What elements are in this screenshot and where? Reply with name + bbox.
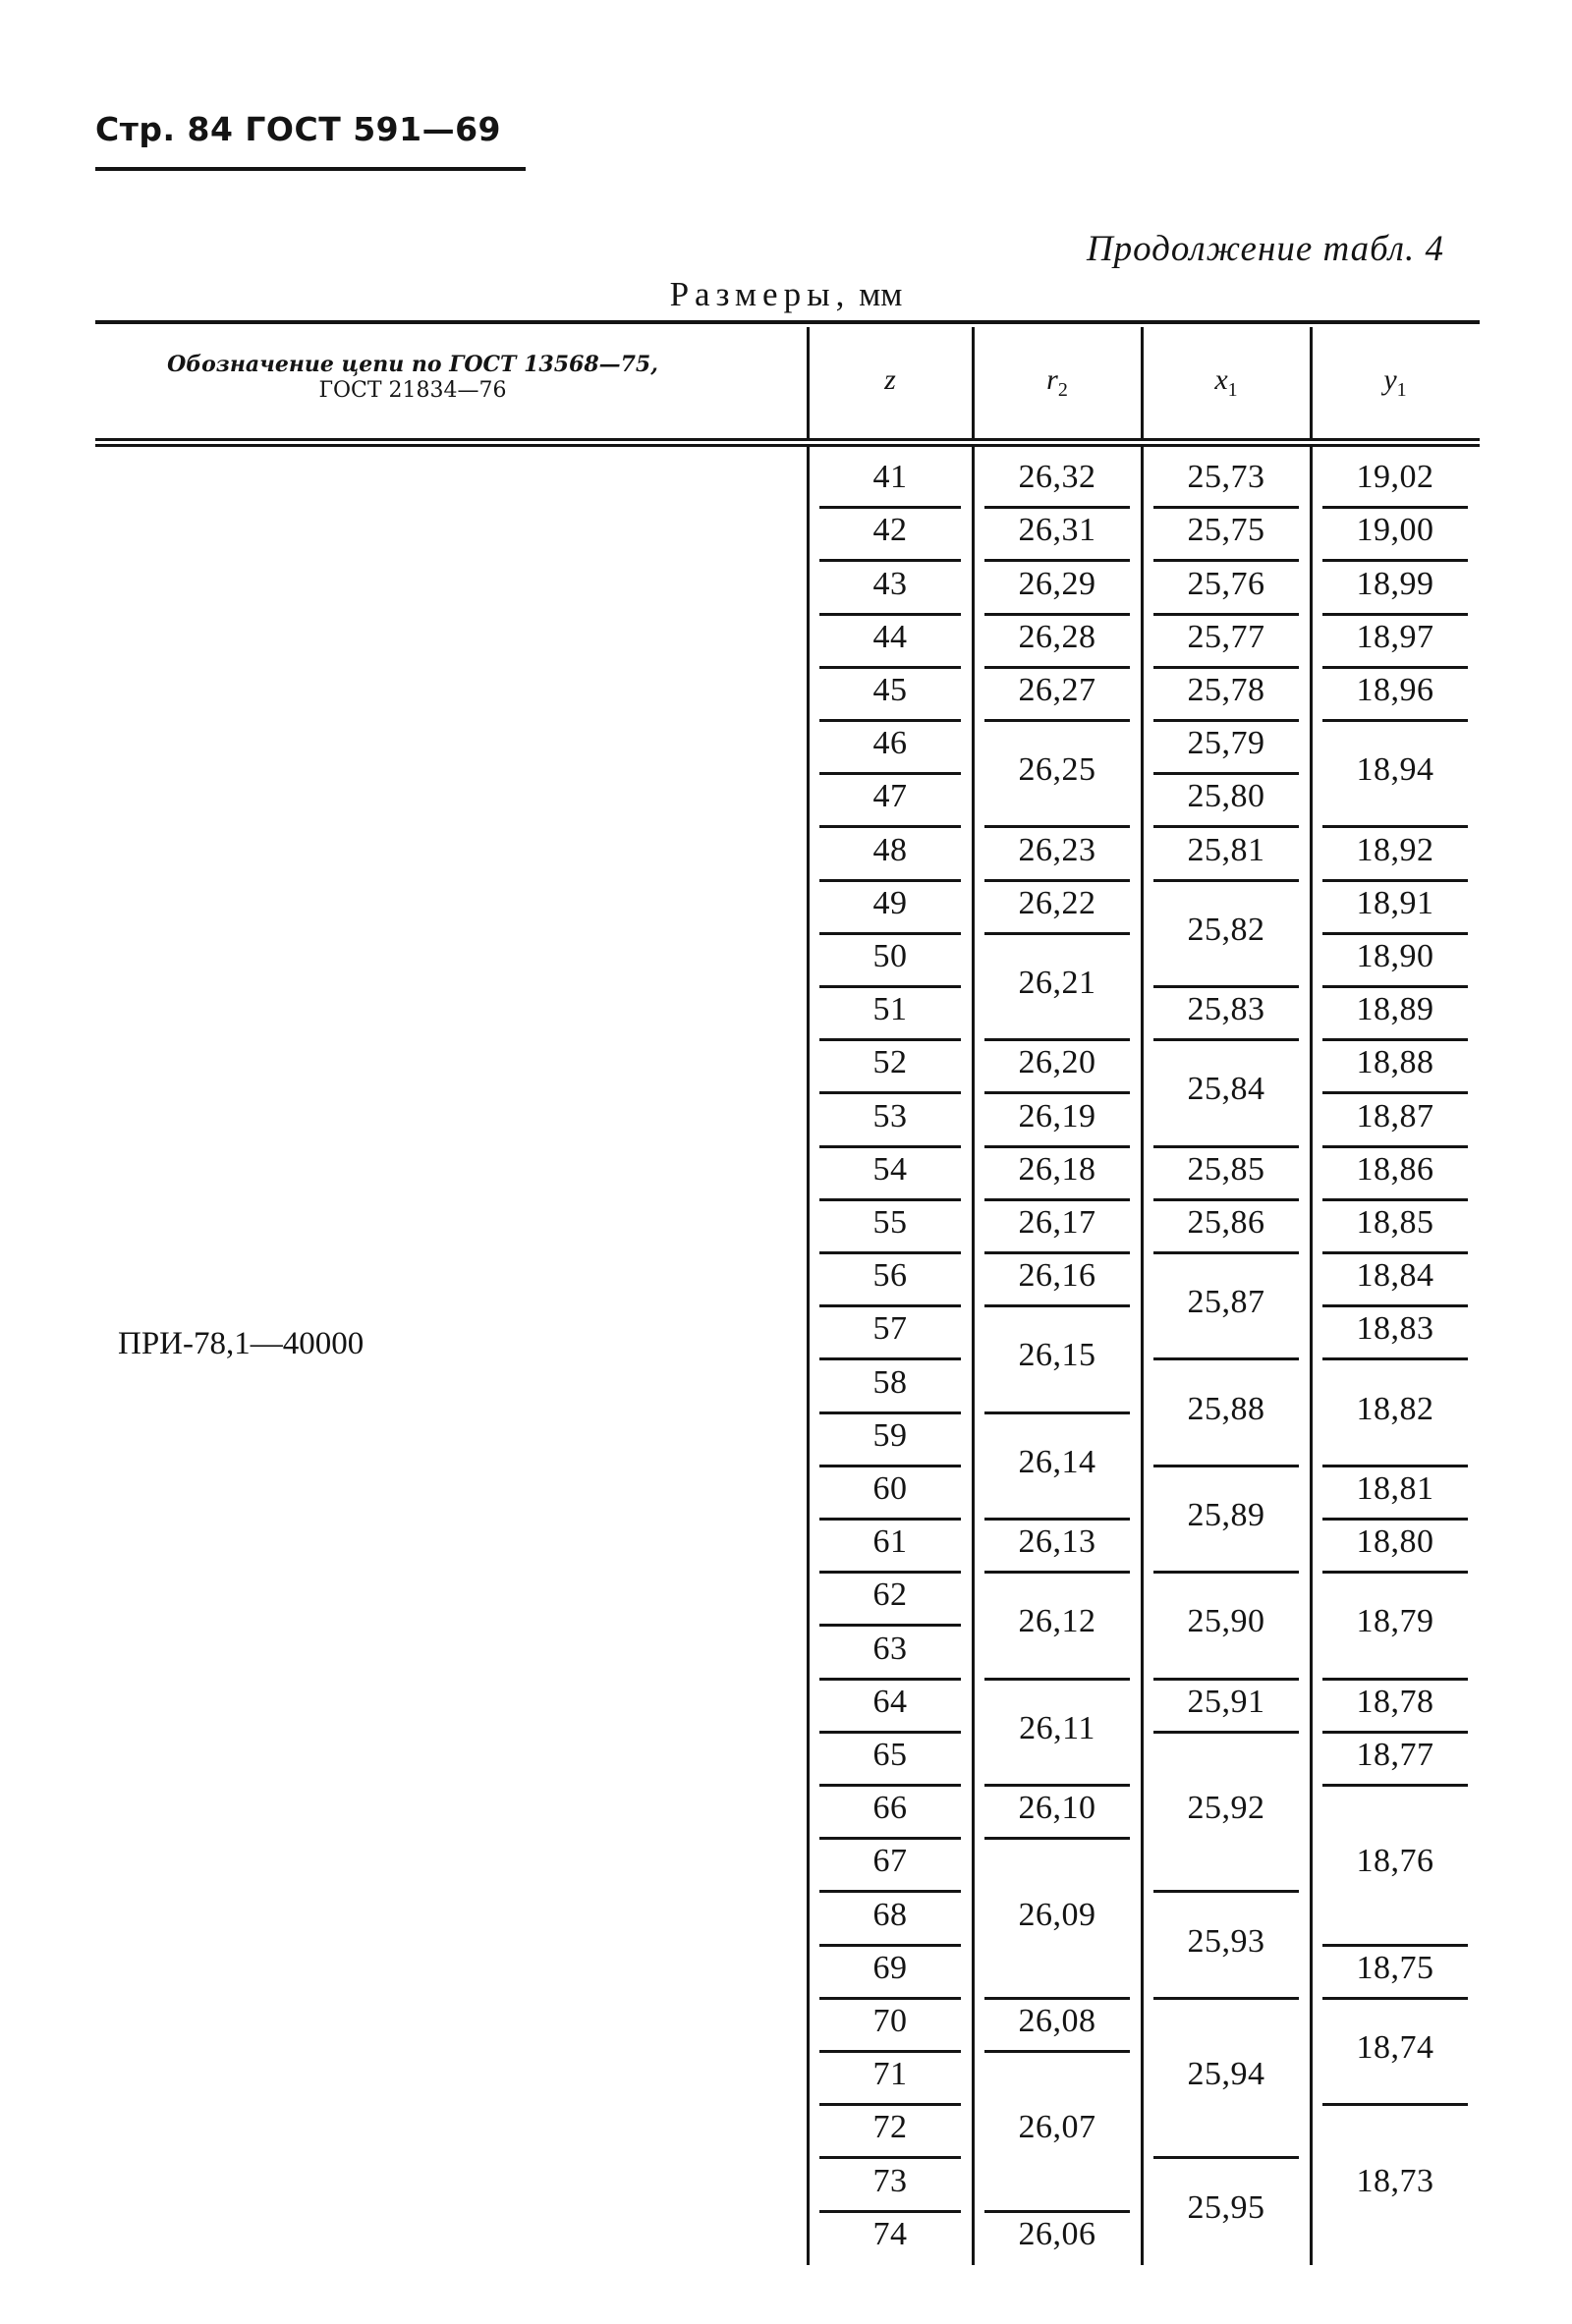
cell-z: 70 bbox=[872, 2002, 908, 2039]
cell-r2: 26,14 bbox=[1018, 1443, 1096, 1480]
cell-r2: 26,25 bbox=[1018, 751, 1096, 789]
row-rule-z bbox=[819, 2210, 961, 2213]
cell-x1: 25,76 bbox=[1187, 565, 1265, 602]
row-rule-r2 bbox=[984, 1091, 1130, 1094]
cell-z: 53 bbox=[872, 1097, 908, 1134]
cell-z: 43 bbox=[872, 565, 908, 602]
row-rule-y1 bbox=[1322, 506, 1468, 509]
row-rule-x1 bbox=[1153, 719, 1299, 722]
cell-r2: 26,09 bbox=[1018, 1896, 1096, 1933]
table-continuation-label: Продолжение табл. 4 bbox=[1086, 229, 1444, 269]
row-rule-r2 bbox=[984, 1678, 1130, 1681]
cell-y1: 18,85 bbox=[1356, 1203, 1434, 1241]
units-caption bbox=[0, 275, 1572, 314]
cell-y1: 18,94 bbox=[1356, 751, 1434, 789]
cell-y1: 18,82 bbox=[1356, 1390, 1434, 1427]
header-r2 bbox=[973, 363, 1142, 402]
cell-r2: 26,12 bbox=[1018, 1603, 1096, 1640]
header-r2-sub: 2 bbox=[1057, 379, 1068, 401]
header-designation-line2: ГОСТ 21834—76 bbox=[318, 378, 507, 403]
cell-y1: 19,02 bbox=[1356, 459, 1434, 496]
cell-x1: 25,79 bbox=[1187, 725, 1265, 762]
row-rule-y1 bbox=[1322, 879, 1468, 882]
row-rule-x1 bbox=[1153, 1731, 1299, 1734]
row-rule-r2 bbox=[984, 1837, 1130, 1840]
row-rule-y1 bbox=[1322, 1518, 1468, 1521]
cell-r2: 26,15 bbox=[1018, 1337, 1096, 1374]
cell-z: 59 bbox=[872, 1416, 908, 1454]
row-rule-y1 bbox=[1322, 1091, 1468, 1094]
cell-r2: 26,22 bbox=[1018, 884, 1096, 921]
row-rule-x1 bbox=[1153, 1038, 1299, 1041]
cell-y1: 18,73 bbox=[1356, 2162, 1434, 2199]
cell-y1: 18,80 bbox=[1356, 1523, 1434, 1561]
row-rule-r2 bbox=[984, 1784, 1130, 1787]
row-rule-x1 bbox=[1153, 506, 1299, 509]
cell-x1: 25,77 bbox=[1187, 618, 1265, 655]
cell-z: 51 bbox=[872, 991, 908, 1028]
cell-x1: 25,84 bbox=[1187, 1071, 1265, 1108]
row-rule-z bbox=[819, 1465, 961, 1467]
cell-z: 64 bbox=[872, 1683, 908, 1720]
row-rule-x1 bbox=[1153, 559, 1299, 562]
cell-z: 58 bbox=[872, 1363, 908, 1401]
row-rule-z bbox=[819, 1251, 961, 1254]
cell-r2: 26,32 bbox=[1018, 459, 1096, 496]
row-rule-r2 bbox=[984, 1038, 1130, 1041]
row-rule-y1 bbox=[1322, 613, 1468, 616]
cell-z: 42 bbox=[872, 512, 908, 549]
cell-r2: 26,10 bbox=[1018, 1790, 1096, 1827]
cell-z: 69 bbox=[872, 1949, 908, 1986]
cell-z: 52 bbox=[872, 1044, 908, 1081]
header-y1-label: y bbox=[1383, 363, 1397, 396]
row-rule-x1 bbox=[1153, 879, 1299, 882]
row-rule-y1 bbox=[1322, 719, 1468, 722]
cell-z: 47 bbox=[872, 778, 908, 815]
row-rule-r2 bbox=[984, 666, 1130, 669]
cell-r2: 26,21 bbox=[1018, 965, 1096, 1001]
cell-z: 73 bbox=[872, 2162, 908, 2199]
cell-y1: 19,00 bbox=[1356, 512, 1434, 549]
cell-x1: 25,94 bbox=[1187, 2056, 1265, 2093]
cell-x1: 25,88 bbox=[1187, 1390, 1265, 1427]
row-rule-z bbox=[819, 985, 961, 988]
cell-x1: 25,83 bbox=[1187, 991, 1265, 1028]
cell-r2: 26,06 bbox=[1018, 2215, 1096, 2252]
cell-r2: 26,11 bbox=[1019, 1709, 1095, 1746]
cell-x1: 25,85 bbox=[1187, 1150, 1265, 1188]
row-rule-z bbox=[819, 1837, 961, 1840]
row-rule-y1 bbox=[1322, 1997, 1468, 2000]
row-rule-z bbox=[819, 613, 961, 616]
cell-x1: 25,93 bbox=[1187, 1922, 1265, 1960]
row-rule-y1 bbox=[1322, 2103, 1468, 2106]
cell-z: 68 bbox=[872, 1896, 908, 1933]
row-rule-x1 bbox=[1153, 1890, 1299, 1893]
row-rule-r2 bbox=[984, 1198, 1130, 1201]
row-rule-r2 bbox=[984, 2210, 1130, 2213]
cell-x1: 25,80 bbox=[1187, 778, 1265, 815]
row-rule-r2 bbox=[984, 1411, 1130, 1414]
row-rule-y1 bbox=[1322, 1038, 1468, 1041]
row-rule-y1 bbox=[1322, 1357, 1468, 1360]
cell-z: 44 bbox=[872, 618, 908, 655]
row-rule-y1 bbox=[1322, 1145, 1468, 1148]
header-y1-sub: 1 bbox=[1396, 379, 1407, 401]
cell-z: 48 bbox=[872, 831, 908, 868]
cell-z: 57 bbox=[872, 1310, 908, 1348]
row-rule-z bbox=[819, 1890, 961, 1893]
cell-x1: 25,87 bbox=[1187, 1284, 1265, 1321]
cell-y1: 18,75 bbox=[1356, 1949, 1434, 1986]
cell-x1: 25,73 bbox=[1187, 459, 1265, 496]
row-rule-z bbox=[819, 2050, 961, 2053]
row-rule-z bbox=[819, 932, 961, 935]
header-x1 bbox=[1142, 363, 1311, 402]
row-rule-z bbox=[819, 719, 961, 722]
cell-y1: 18,96 bbox=[1356, 671, 1434, 708]
row-rule-r2 bbox=[984, 1251, 1130, 1254]
row-rule-r2 bbox=[984, 506, 1130, 509]
column-rule-header bbox=[972, 327, 975, 438]
row-rule-x1 bbox=[1153, 1198, 1299, 1201]
row-rule-r2 bbox=[984, 613, 1130, 616]
column-rule bbox=[807, 447, 810, 2265]
column-rule-header bbox=[1310, 327, 1313, 438]
row-rule-z bbox=[819, 825, 961, 828]
cell-y1: 18,87 bbox=[1356, 1097, 1434, 1134]
cell-r2: 26,17 bbox=[1018, 1203, 1096, 1241]
row-rule-r2 bbox=[984, 1997, 1130, 2000]
row-rule-z bbox=[819, 1145, 961, 1148]
column-rule-header bbox=[1141, 327, 1144, 438]
row-rule-y1 bbox=[1322, 559, 1468, 562]
row-rule-z bbox=[819, 1784, 961, 1787]
cell-r2: 26,31 bbox=[1018, 512, 1096, 549]
cell-z: 45 bbox=[872, 671, 908, 708]
row-rule-z bbox=[819, 1304, 961, 1307]
cell-z: 72 bbox=[872, 2109, 908, 2146]
cell-x1: 25,90 bbox=[1187, 1603, 1265, 1640]
page-header-rule bbox=[95, 167, 526, 171]
cell-y1: 18,74 bbox=[1356, 2029, 1434, 2066]
row-rule-y1 bbox=[1322, 1304, 1468, 1307]
cell-y1: 18,86 bbox=[1356, 1150, 1434, 1188]
cell-y1: 18,88 bbox=[1356, 1044, 1434, 1081]
cell-z: 55 bbox=[872, 1203, 908, 1241]
cell-y1: 18,90 bbox=[1356, 937, 1434, 974]
cell-x1: 25,89 bbox=[1187, 1497, 1265, 1533]
table-top-rule bbox=[95, 320, 1480, 324]
cell-z: 71 bbox=[872, 2056, 908, 2093]
row-rule-y1 bbox=[1322, 1251, 1468, 1254]
row-rule-y1 bbox=[1322, 1944, 1468, 1947]
header-x1-sub: 1 bbox=[1227, 379, 1238, 401]
row-rule-r2 bbox=[984, 2050, 1130, 2053]
row-rule-z bbox=[819, 1357, 961, 1360]
cell-r2: 26,13 bbox=[1018, 1523, 1096, 1561]
column-rule bbox=[1310, 447, 1313, 2265]
cell-z: 46 bbox=[872, 725, 908, 762]
cell-x1: 25,75 bbox=[1187, 512, 1265, 549]
cell-r2: 26,07 bbox=[1018, 2109, 1096, 2146]
header-double-rule bbox=[95, 438, 1480, 447]
row-rule-y1 bbox=[1322, 1198, 1468, 1201]
row-rule-y1 bbox=[1322, 825, 1468, 828]
row-rule-x1 bbox=[1153, 613, 1299, 616]
row-rule-y1 bbox=[1322, 932, 1468, 935]
row-rule-x1 bbox=[1153, 1251, 1299, 1254]
cell-y1: 18,76 bbox=[1356, 1843, 1434, 1880]
cell-y1: 18,91 bbox=[1356, 884, 1434, 921]
row-rule-z bbox=[819, 1571, 961, 1574]
header-z bbox=[808, 363, 973, 397]
row-rule-x1 bbox=[1153, 1678, 1299, 1681]
row-rule-r2 bbox=[984, 719, 1130, 722]
page-header: Стр. 84 ГОСТ 591—69 bbox=[95, 110, 502, 148]
row-rule-z bbox=[819, 559, 961, 562]
cell-y1: 18,84 bbox=[1356, 1257, 1434, 1295]
cell-r2: 26,08 bbox=[1018, 2002, 1096, 2039]
cell-y1: 18,81 bbox=[1356, 1469, 1434, 1507]
cell-y1: 18,77 bbox=[1356, 1736, 1434, 1773]
row-rule-x1 bbox=[1153, 2156, 1299, 2159]
row-rule-z bbox=[819, 2156, 961, 2159]
header-r2-label: r bbox=[1046, 363, 1058, 396]
cell-z: 74 bbox=[872, 2215, 908, 2252]
row-rule-x1 bbox=[1153, 1571, 1299, 1574]
row-rule-r2 bbox=[984, 1571, 1130, 1574]
cell-r2: 26,16 bbox=[1018, 1257, 1096, 1295]
row-rule-r2 bbox=[984, 1145, 1130, 1148]
row-rule-z bbox=[819, 1731, 961, 1734]
cell-r2: 26,20 bbox=[1018, 1044, 1096, 1081]
row-rule-x1 bbox=[1153, 825, 1299, 828]
cell-r2: 26,29 bbox=[1018, 565, 1096, 602]
row-rule-y1 bbox=[1322, 1731, 1468, 1734]
cell-z: 50 bbox=[872, 937, 908, 974]
cell-y1: 18,89 bbox=[1356, 991, 1434, 1028]
row-rule-x1 bbox=[1153, 1145, 1299, 1148]
cell-z: 49 bbox=[872, 884, 908, 921]
row-rule-z bbox=[819, 1091, 961, 1094]
row-rule-y1 bbox=[1322, 666, 1468, 669]
row-rule-r2 bbox=[984, 879, 1130, 882]
header-x1-label: x bbox=[1214, 363, 1228, 396]
cell-y1: 18,83 bbox=[1356, 1310, 1434, 1348]
cell-r2: 26,19 bbox=[1018, 1097, 1096, 1134]
row-rule-r2 bbox=[984, 1304, 1130, 1307]
cell-x1: 25,81 bbox=[1187, 831, 1265, 868]
cell-z: 62 bbox=[872, 1577, 908, 1614]
row-rule-x1 bbox=[1153, 985, 1299, 988]
header-y1 bbox=[1311, 363, 1480, 402]
row-rule-y1 bbox=[1322, 1678, 1468, 1681]
row-rule-x1 bbox=[1153, 772, 1299, 775]
cell-r2: 26,18 bbox=[1018, 1150, 1096, 1188]
cell-z: 61 bbox=[872, 1523, 908, 1561]
header-designation-line1 bbox=[118, 352, 707, 378]
cell-z: 60 bbox=[872, 1469, 908, 1507]
row-rule-r2 bbox=[984, 825, 1130, 828]
cell-r2: 26,23 bbox=[1018, 831, 1096, 868]
row-rule-x1 bbox=[1153, 1997, 1299, 2000]
cell-z: 66 bbox=[872, 1790, 908, 1827]
chain-designation: ПРИ-78,1—40000 bbox=[118, 1326, 365, 1361]
row-rule-z bbox=[819, 2103, 961, 2106]
row-rule-z bbox=[819, 1198, 961, 1201]
row-rule-z bbox=[819, 1678, 961, 1681]
cell-z: 67 bbox=[872, 1843, 908, 1880]
row-rule-y1 bbox=[1322, 985, 1468, 988]
cell-y1: 18,79 bbox=[1356, 1603, 1434, 1640]
row-rule-y1 bbox=[1322, 1784, 1468, 1787]
cell-z: 41 bbox=[872, 459, 908, 496]
cell-y1: 18,78 bbox=[1356, 1683, 1434, 1720]
units-unit: мм bbox=[859, 275, 903, 313]
row-rule-r2 bbox=[984, 1518, 1130, 1521]
cell-y1: 18,92 bbox=[1356, 831, 1434, 868]
row-rule-y1 bbox=[1322, 1571, 1468, 1574]
cell-x1: 25,91 bbox=[1187, 1683, 1265, 1720]
column-rule-header bbox=[807, 327, 810, 438]
header-designation bbox=[118, 352, 707, 404]
units-word: Размеры, bbox=[669, 275, 851, 313]
row-rule-z bbox=[819, 1411, 961, 1414]
cell-z: 54 bbox=[872, 1150, 908, 1188]
cell-x1: 25,95 bbox=[1187, 2188, 1265, 2226]
row-rule-z bbox=[819, 1997, 961, 2000]
row-rule-z bbox=[819, 879, 961, 882]
cell-x1: 25,82 bbox=[1187, 911, 1265, 948]
cell-r2: 26,28 bbox=[1018, 618, 1096, 655]
cell-r2: 26,27 bbox=[1018, 671, 1096, 708]
cell-y1: 18,99 bbox=[1356, 565, 1434, 602]
row-rule-z bbox=[819, 1518, 961, 1521]
cell-x1: 25,86 bbox=[1187, 1203, 1265, 1241]
row-rule-x1 bbox=[1153, 1357, 1299, 1360]
row-rule-z bbox=[819, 506, 961, 509]
cell-z: 56 bbox=[872, 1257, 908, 1295]
row-rule-x1 bbox=[1153, 1465, 1299, 1467]
row-rule-z bbox=[819, 1624, 961, 1627]
cell-x1: 25,92 bbox=[1187, 1790, 1265, 1827]
cell-z: 63 bbox=[872, 1630, 908, 1667]
header-z-label: z bbox=[884, 363, 896, 396]
row-rule-r2 bbox=[984, 559, 1130, 562]
row-rule-z bbox=[819, 666, 961, 669]
cell-x1: 25,78 bbox=[1187, 671, 1265, 708]
row-rule-z bbox=[819, 1944, 961, 1947]
row-rule-y1 bbox=[1322, 1465, 1468, 1467]
row-rule-z bbox=[819, 1038, 961, 1041]
row-rule-z bbox=[819, 772, 961, 775]
row-rule-x1 bbox=[1153, 666, 1299, 669]
cell-y1: 18,97 bbox=[1356, 618, 1434, 655]
header-designation-line1-text: Обозначение цепи по ГОСТ 13568—75, bbox=[167, 352, 658, 377]
row-rule-r2 bbox=[984, 932, 1130, 935]
cell-z: 65 bbox=[872, 1736, 908, 1773]
